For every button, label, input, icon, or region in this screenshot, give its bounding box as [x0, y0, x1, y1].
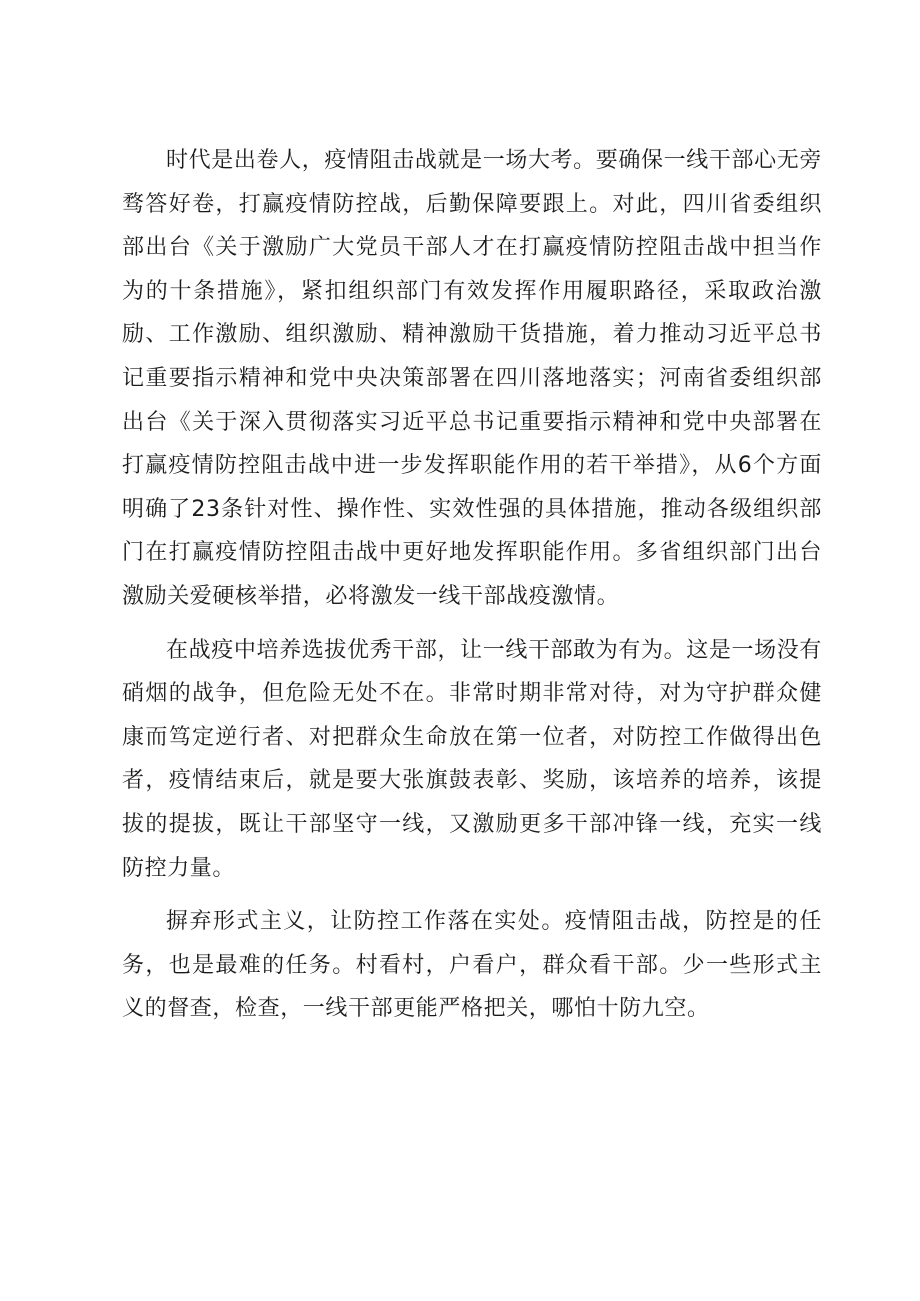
paragraph-2: 在战疫中培养选拔优秀干部，让一线干部敢为有为。这是一场没有硝烟的战争，但危险无处不在。非常时期非常对待，对为守护群众健康而笃定逆行者、对把群众生命放在第一位者，对防控工作做得出色者，疫情结束后，就是要大张旗鼓表彰、奖励，该培养的培养，该提拔的提拔，既让干部坚守一线，又激励更多干部冲锋一线，充实一线防控力量。 — [122, 637, 822, 881]
paragraph-3: 摒弃形式主义，让防控工作落在实处。疫情阻击战，防控是的任务，也是最难的任务。村看村，户看户，群众看干部。少一些形式主义的督查，检查，一线干部更能严格把关，哪怕十防九空。 — [122, 909, 822, 1022]
document-body — [122, 139, 822, 1041]
paragraph-1: 时代是出卷人，疫情阻击战就是一场大考。要确保一线干部心无旁骛答好卷，打赢疫情防控战，后勤保障要跟上。对此，四川省委组织部出台《关于激励广大党员干部人才在打赢疫情防控阻击战中担当作为的十条措施》，紧扣组织部门有效发挥作用履职路径，采取政治激励、工作激励、组织激励、精神激励干货措施，着力推动习近平总书记重要指示精神和党中央决策部署在四川落地落实；河南省委组织部出台《关于深入贯彻落实习近平总书记重要指示精神和党中央部署在打赢疫情防控阻击战中进一步发挥职能作用的若干举措》，从6个方面明确了23条针对性、操作性、实效性强的具体措施，推动各级组织部门在打赢疫情防控阻击战中更好地发挥职能作用。多省组织部门出台激励关爱硬核举措，必将激发一线干部战疫激情。 — [122, 148, 822, 609]
